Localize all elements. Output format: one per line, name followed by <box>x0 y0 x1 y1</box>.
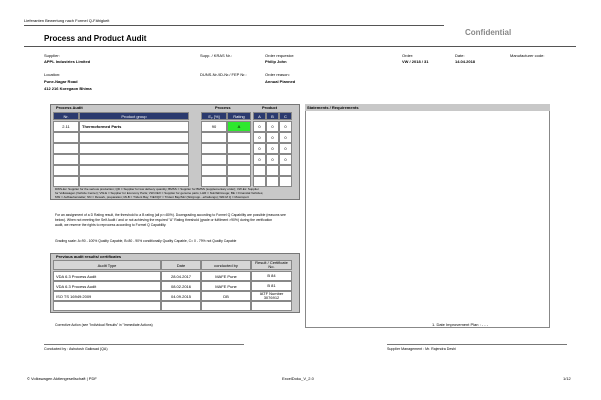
orderer-value: Philip John <box>265 59 287 64</box>
audit-cell-b <box>266 165 279 176</box>
manufacturer-code-label: Manufacturer code: <box>510 53 545 58</box>
audit-cell-rating <box>227 176 251 187</box>
col-c: C <box>279 112 292 120</box>
prev-col-date: Date <box>161 260 201 270</box>
note-line3: audit, we reserve the rights to reprocess according to Formel Q Capability. <box>55 223 167 227</box>
duns-label: DUNS-Nr./ID-Nr./ FEP Nr.: <box>200 72 247 77</box>
audit-cell-ep <box>201 176 227 187</box>
section-process-audit: Process Audit <box>56 105 83 110</box>
audit-cell-rating <box>227 143 251 154</box>
order-value: VW / 2018 / 31 <box>402 59 429 64</box>
col-b: B <box>266 112 279 120</box>
confidential-label: Confidential <box>465 28 512 37</box>
audit-cell-b: 0 <box>266 132 279 143</box>
col-rating: Rating <box>227 112 251 120</box>
prev-col-result: Result / Certificate No. <box>251 260 292 270</box>
header-subtitle: Lieferanten Bewertung nach Formel Q-Fähigkeit <box>24 18 110 23</box>
corrective-note: Corrective Action (see "Individual Results" in "Immediate Actions) <box>55 323 153 327</box>
audit-cell-nr <box>53 154 79 165</box>
audit-cell-part: Thermoformed Parts <box>79 121 189 132</box>
audit-cell-ep <box>201 165 227 176</box>
date-label: Date: <box>455 53 465 58</box>
section-process: Process <box>215 105 231 110</box>
prev-cell-result <box>251 301 292 311</box>
audit-cell-b <box>266 176 279 187</box>
location-line2: 412 216 Koregaon Bhima <box>44 86 92 91</box>
conducted-by: Conducted by : Ashutosh Gaikwad (QA) <box>44 347 108 351</box>
statements-panel <box>305 104 550 328</box>
audit-cell-part <box>79 154 189 165</box>
audit-cell-rating <box>227 165 251 176</box>
prev-cell-result: IATF Number 3076912 <box>251 291 292 301</box>
audit-cell-a: 0 <box>253 143 266 154</box>
audit-cell-b: 0 <box>266 143 279 154</box>
previous-title: Previous audit results/ certificates <box>56 254 122 259</box>
audit-cell-a: 0 <box>253 132 266 143</box>
supplier-label: Supplier: <box>44 53 60 58</box>
order-label: Order: <box>402 53 414 58</box>
prev-cell-result: B 84 <box>251 271 292 281</box>
audit-cell-rating: A <box>227 121 251 132</box>
section-product: Product <box>262 105 278 110</box>
audit-cell-a: 0 <box>253 154 266 165</box>
statements-title: Statements / Requirements <box>307 105 359 110</box>
audit-cell-b: 0 <box>266 154 279 165</box>
note-line1: For an assignment of a D Rating result, the threshold to a B rating (all p>=80%). Downgrading according to Formel Q Capability are possible (reasons see <box>55 213 286 217</box>
audit-cell-c <box>279 165 292 176</box>
prev-cell-type: VDA 6.3 Process Audit <box>53 281 161 291</box>
col-a: A <box>253 112 266 120</box>
prev-col-by: conducted by <box>201 260 251 270</box>
prev-col-type: Audit Type <box>53 260 161 270</box>
prev-cell-result: B 81 <box>251 281 292 291</box>
footnote-line2: for Volkswagen (Vehicle Center); VW-E = Supplier for Economy Parts; VW-OEX = Supplier for genuine parts; LHR = Nutzfahrzeuge; BE = Financial Vehicles; <box>55 191 264 195</box>
prev-cell-type: VDA 6.3 Process Audit <box>53 271 161 281</box>
date-value: 14.04.2018 <box>455 59 476 64</box>
prev-cell-by: MAFE Pune <box>201 281 251 291</box>
reason-label: Order reason: <box>265 72 290 77</box>
footnote-line3: MSI = Aufbauhersteller; NN = Rework, preparation; MLB = Trident Bay; 'NEXQ3' = Trident Bay/Sitz (Sitzgrupp...erhaltungs); WR-M Q = Motorsport <box>55 195 249 199</box>
audit-cell-nr <box>53 143 79 154</box>
footnote-line1: DWS-Ex: Supplier for the serious production; QD = Supplier for low delivery quantity; BMSS = Supplier for BMSS (supplementary order); VW-Ex: Supplier <box>55 187 259 191</box>
col-ep: Eₚ [%] <box>201 112 227 120</box>
reason-value: Annual Planned <box>265 79 296 84</box>
prev-cell-date: 04.09.2015 <box>161 291 201 301</box>
supplier-value: APPL Industries Limited <box>44 59 91 64</box>
footer-left: © Volkswagen Aktiengesellschaft | PDF <box>27 376 97 381</box>
audit-cell-nr <box>53 176 79 187</box>
prev-cell-date: 28.04.2017 <box>161 271 201 281</box>
footer-page: 1/12 <box>563 376 571 381</box>
footer-center: ExcelDoku_V_2.0 <box>282 376 314 381</box>
prev-cell-type: ISO TS 16949:2009 <box>53 291 161 301</box>
audit-cell-nr <box>53 132 79 143</box>
audit-cell-c <box>279 176 292 187</box>
audit-cell-part <box>79 132 189 143</box>
audit-cell-ep <box>201 143 227 154</box>
supp-id-label: Supp. / KRAS Nr.: <box>200 53 233 58</box>
audit-cell-ep: 90 <box>201 121 227 132</box>
audit-cell-nr: 2.11 <box>53 121 79 132</box>
supplier-management: Supplier Management : Mr. Rajendra Deshi <box>387 347 456 351</box>
audit-cell-b: 0 <box>266 121 279 132</box>
col-part: Product group <box>79 112 189 120</box>
location-line1: Pune-Nagar Road <box>44 79 78 84</box>
prev-cell-by: MAFE Pune <box>201 271 251 281</box>
page-title: Process and Product Audit <box>44 34 147 43</box>
prev-cell-by <box>201 301 251 311</box>
audit-cell-part <box>79 143 189 154</box>
improvement-plan: 1. Date Improvement Plan : - - - <box>432 322 489 327</box>
orderer-label: Order requestor: <box>265 53 295 58</box>
audit-cell-a <box>253 165 266 176</box>
audit-cell-c: 0 <box>279 121 292 132</box>
location-label: Location: <box>44 72 61 77</box>
audit-cell-rating <box>227 154 251 165</box>
audit-cell-rating <box>227 132 251 143</box>
audit-cell-a <box>253 176 266 187</box>
audit-cell-part <box>79 165 189 176</box>
audit-cell-c: 0 <box>279 154 292 165</box>
prev-cell-type <box>53 301 161 311</box>
note-line2: below). When not meeting the Self Audit / and or not achieving the required "A" Rating threshold (grade or fulfilment >90%) during the verification <box>55 218 273 222</box>
audit-cell-ep <box>201 154 227 165</box>
prev-cell-date: 08.02.2016 <box>161 281 201 291</box>
col-nr: Nr. <box>53 112 79 120</box>
audit-cell-part <box>79 176 189 187</box>
audit-cell-nr <box>53 165 79 176</box>
audit-cell-c: 0 <box>279 143 292 154</box>
audit-cell-c: 0 <box>279 132 292 143</box>
prev-cell-by: DB <box>201 291 251 301</box>
grading-scale: Grading scale: A=90 - 100% Quality Capable, B=80 - 90% conditionally Quality Capable, C= 0 - 79% not Quality Capable <box>55 239 237 243</box>
audit-cell-a: 0 <box>253 121 266 132</box>
prev-cell-date <box>161 301 201 311</box>
audit-cell-ep <box>201 132 227 143</box>
